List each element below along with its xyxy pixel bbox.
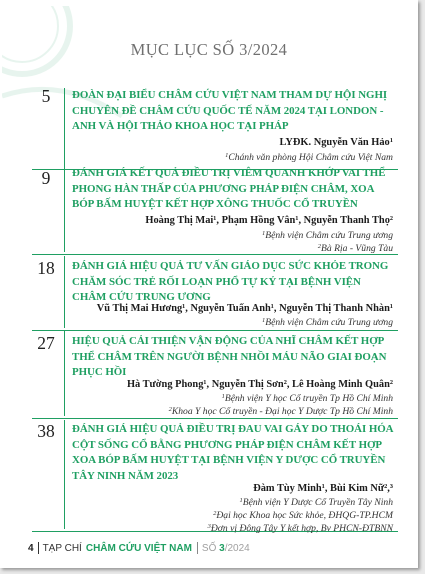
- entry-page-number: 27: [37, 333, 55, 353]
- entry-title[interactable]: ĐÁNH GIÁ KẾT QUẢ ĐIỀU TRỊ VIÊM QUANH KHỚP VAI THỂ PHONG HÀN THẤP CỦA PHƯƠNG PHÁP ĐIỆN CHÂM, XOA BÓP BẤM HUYỆT KẾT HỢP XÔNG THUỐC CỔ TRUYỀN: [72, 167, 386, 210]
- entry-affiliation: $^2$Khoa Y học Cổ truyền - Đại học Y Dược Tp Hồ Chí Minh: [168, 406, 393, 417]
- entry-divider: [64, 256, 65, 328]
- footer-page-number: 4: [28, 542, 34, 554]
- entry-authors: Hoàng Thị Mai¹, Phạm Hồng Vân¹, Nguyễn Thanh Thọ²: [145, 215, 393, 226]
- entry-title[interactable]: ĐOÀN ĐẠI BIỂU CHÂM CỨU VIỆT NAM THAM DỰ HỘI NGHỊ CHUYÊN ĐỀ CHÂM CỨU QUỐC TẾ NĂM 2024 TẠI LONDON - ANH VÀ HỘI THẢO KHOA HỌC TẠI PHÁP: [72, 89, 388, 132]
- entry-divider: [64, 420, 65, 529]
- entry-title[interactable]: ĐÁNH GIÁ HIỆU QUẢ ĐIỀU TRỊ ĐAU VAI GÁY DO THOÁI HÓA CỘT SỐNG CỔ BẰNG PHƯƠNG PHÁP ĐIỆN CHÂM KẾT HỢP XOA BÓP BẤM HUYỆT TẠI BỆNH VIỆN Y DƯỢC CỔ TRUYỀN TÂY NINH NĂM 2023: [72, 423, 393, 482]
- footer-issue: SỐ 3/2024: [201, 542, 250, 554]
- entry-page-number: 5: [41, 86, 51, 106]
- toc-entry[interactable]: [32, 166, 398, 255]
- entry-authors: Đàm Tùy Minh¹, Bùi Kim Nữ²,³: [253, 483, 393, 494]
- entry-authors: Vũ Thị Mai Hương¹, Nguyễn Tuấn Anh¹, Nguyễn Thị Thanh Nhàn¹: [96, 303, 393, 314]
- toc-entry[interactable]: [32, 331, 398, 419]
- entry-affiliation: $^3$Đơn vị Đông Tây Y kết hợp, Bv PHCN-ĐTBNN: [207, 523, 393, 534]
- footer-prefix: TẠP CHÍ: [42, 542, 82, 554]
- page-footer: [28, 539, 250, 557]
- entry-affiliation: $^1$Bệnh viện Châm cứu Trung ương: [261, 317, 393, 328]
- toc-entry[interactable]: [32, 420, 398, 532]
- entry-page-number: 18: [37, 258, 55, 278]
- entry-affiliation: $^2$Bà Rịa - Vũng Tàu: [317, 243, 393, 254]
- entry-authors: LYĐK. Nguyễn Văn Hảo$^1$: [279, 137, 393, 148]
- footer-divider: [197, 542, 198, 554]
- entry-authors: Hà Tường Phong¹, Nguyễn Thị Sơn², Lê Hoàng Minh Quân²: [126, 379, 393, 390]
- footer-magazine-name: CHÂM CỨU VIỆT NAM: [85, 542, 192, 554]
- entry-divider: [64, 331, 65, 416]
- entry-affiliation: $^1$Bệnh viện Y học Cổ truyền Tp Hồ Chí Minh: [221, 393, 393, 404]
- entry-title[interactable]: HIỆU QUẢ CẢI THIỆN VẬN ĐỘNG CỦA NHĨ CHÂM KẾT HỢP THỂ CHÂM TRÊN NGƯỜI BỆNH NHỒI MÁU NÃO GIAI ĐOẠN PHỤC HỒI: [72, 335, 387, 378]
- entry-divider: [64, 88, 65, 167]
- entry-page-number: 38: [37, 421, 55, 441]
- entry-affiliation: $^1$Bệnh viện Y Dược Cổ Truyền Tây Ninh: [239, 497, 393, 508]
- entry-affiliation: $^1$Bệnh viện Châm cứu Trung ương: [261, 230, 393, 241]
- toc-entry[interactable]: [32, 88, 398, 170]
- entry-affiliation: $^2$Đại học Khoa học Sức khỏe, ĐHQG-TP.HCM: [213, 510, 393, 521]
- entry-page-number: 9: [41, 168, 51, 188]
- entry-affiliation: $^1$Chánh văn phòng Hội Châm cứu Việt Nam: [225, 152, 393, 163]
- entry-title[interactable]: ĐÁNH GIÁ HIỆU QUẢ TƯ VẤN GIÁO DỤC SỨC KHỎE TRONG CHĂM SÓC TRẺ RỐI LOẠN PHỔ TỰ KỶ TẠI BỆNH VIỆN CHÂM CỨU TRUNG ƯƠNG: [72, 260, 389, 303]
- toc-entry[interactable]: [32, 256, 398, 331]
- page-title: MỤC LỤC SỐ 3/2024: [130, 40, 288, 59]
- entry-divider: [64, 166, 65, 252]
- footer-divider: [38, 542, 39, 554]
